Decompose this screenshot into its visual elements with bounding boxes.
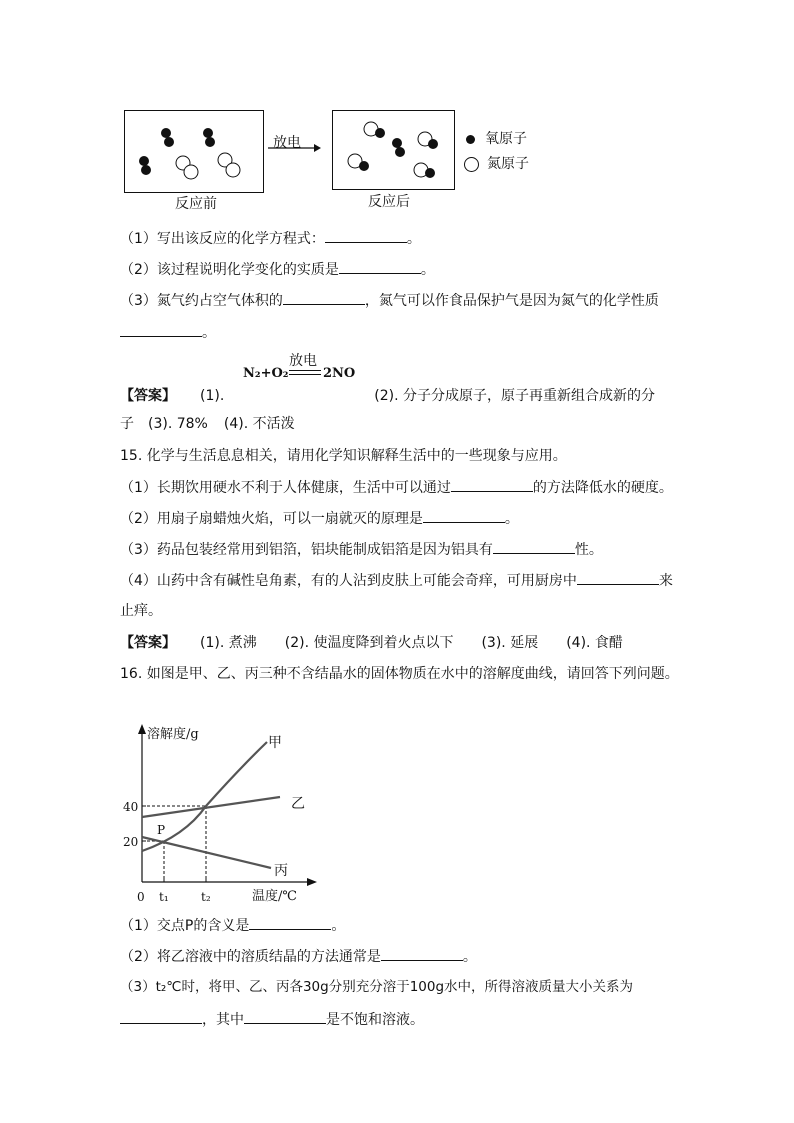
caption-before: 反应前 bbox=[175, 196, 217, 212]
answer-blank[interactable] bbox=[493, 539, 575, 554]
y-tick-40: 40 bbox=[123, 800, 139, 814]
q16-part3: （3）t₂℃时，将甲、乙、丙各30g分别充分溶于100g水中，所得溶液质量大小关系为 bbox=[120, 979, 634, 995]
q15-part2: （2）用扇子扇蜡烛火焰，可以一扇就灭的原理是 。 bbox=[120, 508, 519, 529]
answer-blank[interactable] bbox=[325, 228, 407, 243]
q14-part3: （3）氮气约占空气体积的 ，氮气可以作食品保护气是因为氮气的化学性质 bbox=[120, 290, 659, 311]
answer-blank[interactable] bbox=[249, 915, 331, 930]
q14-part2: （2）该过程说明化学变化的实质是 。 bbox=[120, 259, 435, 280]
equation-left: N₂+O₂ bbox=[243, 366, 289, 381]
legend-oxygen bbox=[466, 128, 527, 148]
answer-blank[interactable] bbox=[339, 259, 421, 274]
equation-right: 2NO bbox=[323, 366, 356, 381]
solubility-chart bbox=[115, 720, 325, 910]
answer-blank[interactable] bbox=[283, 290, 365, 305]
q15-stem: 15. 化学与生活息息相关，请用化学知识解释生活中的一些现象与应用。 bbox=[120, 448, 567, 464]
open-circle-icon bbox=[464, 157, 479, 172]
answer-blank[interactable] bbox=[244, 1009, 326, 1024]
y-tick-20: 20 bbox=[123, 835, 139, 849]
series-jia-label: 甲 bbox=[268, 735, 282, 751]
before-molecules bbox=[125, 111, 263, 192]
q14-part3-cont: 。 bbox=[120, 322, 216, 343]
x-axis-arrow bbox=[307, 878, 317, 886]
equation-condition: 放电 bbox=[289, 353, 317, 369]
q15-part1: （1）长期饮用硬水不利于人体健康，生活中可以通过 的方法降低水的硬度。 bbox=[120, 477, 673, 498]
q15-answer: 【答案】 (1). 煮沸 (2). 使温度降到着火点以下 (3). 延展 (4). 食醋 bbox=[120, 635, 623, 651]
answer-blank[interactable] bbox=[577, 570, 659, 585]
q14-answer: 【答案】 (1). (2). 分子分成原子，原子再重新组合成新的分 bbox=[120, 388, 656, 404]
q16-part2: （2）将乙溶液中的溶质结晶的方法通常是 。 bbox=[120, 946, 477, 967]
equals-sign bbox=[289, 370, 321, 375]
q15-part3: （3）药品包装经常用到铝箔，铝块能制成铝箔是因为铝具有 性。 bbox=[120, 539, 603, 560]
q14-answer-cont: 子 (3). 78% (4). 不活泼 bbox=[120, 416, 295, 432]
answer-blank[interactable] bbox=[120, 322, 202, 337]
answer-blank[interactable] bbox=[451, 477, 533, 492]
after-molecules bbox=[333, 111, 454, 189]
after-reaction-box bbox=[332, 110, 455, 190]
series-bing-label: 丙 bbox=[274, 863, 288, 879]
q16-stem: 16. 如图是甲、乙、丙三种不含结晶水的固体物质在水中的溶解度曲线，请回答下列问题。 bbox=[120, 666, 679, 682]
answer-blank[interactable] bbox=[381, 946, 463, 961]
q16-part3-cont: ，其中 是不饱和溶液。 bbox=[120, 1009, 424, 1030]
x-tick-t1: t₁ bbox=[159, 890, 169, 904]
point-p-label: P bbox=[157, 823, 166, 837]
q15-part4: （4）山药中含有碱性皂角素，有的人沾到皮肤上可能会奇痒，可用厨房中 来 bbox=[120, 570, 673, 591]
legend-nitrogen-label: 氮原子 bbox=[487, 156, 529, 172]
legend-nitrogen bbox=[464, 153, 529, 173]
x-tick-0: 0 bbox=[137, 890, 145, 904]
reaction-arrow bbox=[266, 142, 322, 154]
x-tick-t2: t₂ bbox=[201, 890, 211, 904]
before-reaction-box bbox=[124, 110, 264, 193]
x-axis-label: 温度/℃ bbox=[252, 889, 297, 904]
equation bbox=[243, 350, 363, 386]
filled-circle-icon bbox=[466, 135, 475, 144]
y-axis-arrow bbox=[138, 724, 146, 734]
legend-oxygen-label: 氧原子 bbox=[485, 131, 527, 147]
arrow-label: 放电 bbox=[273, 135, 301, 151]
caption-after: 反应后 bbox=[368, 194, 410, 210]
q15-part4-cont: 止痒。 bbox=[120, 603, 162, 619]
q14-part1: （1）写出该反应的化学方程式： 。 bbox=[120, 228, 421, 249]
q16-part1: （1）交点P的含义是 。 bbox=[120, 915, 345, 936]
answer-blank[interactable] bbox=[120, 1009, 202, 1024]
series-yi-label: 乙 bbox=[291, 796, 305, 812]
y-axis-label: 溶解度/g bbox=[147, 727, 199, 742]
answer-blank[interactable] bbox=[423, 508, 505, 523]
